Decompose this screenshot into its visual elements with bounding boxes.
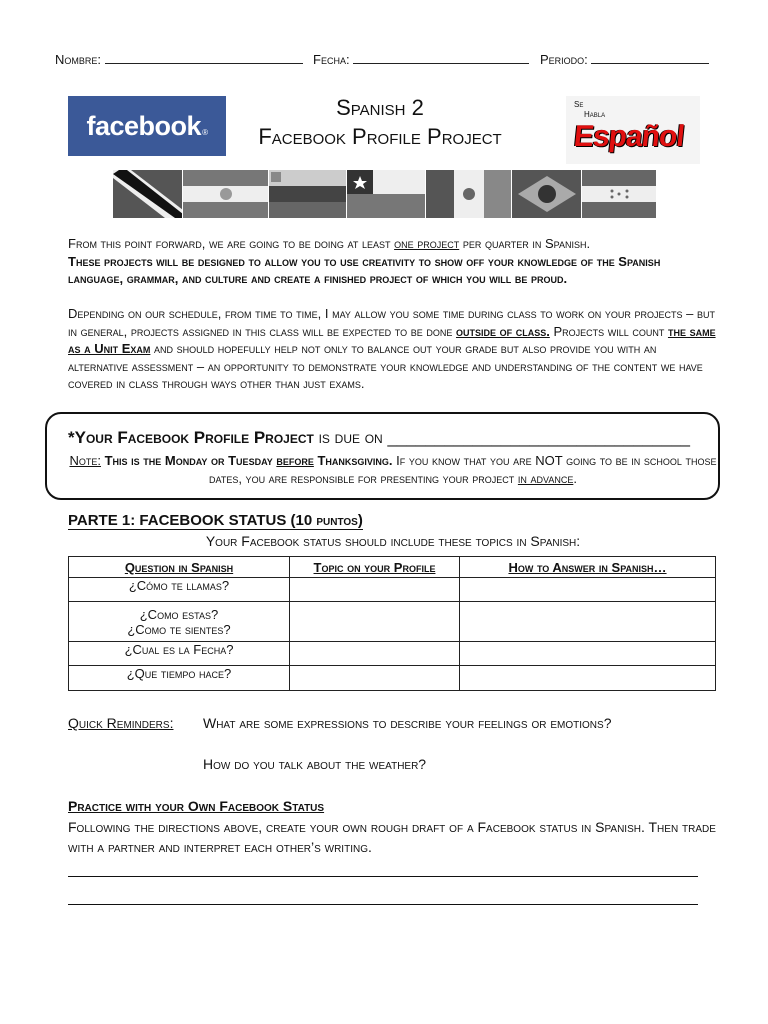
table-header-row [69, 557, 716, 578]
table-row [69, 578, 716, 602]
period-line [591, 52, 709, 64]
writing-line[interactable] [68, 904, 698, 905]
name-field[interactable]: Nombre: [55, 52, 303, 67]
title-line-1: Spanish 2 [336, 95, 424, 120]
date-line [353, 52, 529, 64]
intro-paragraph-2: Depending on our schedule, from time to time, I may allow you some time during class to work on your projects – but in general, projects assigned in this class will be expected to be done outside of class. Projects will count the same as a Unit Exam and should hopefully help not only to balance out your grade but also provide you with an alternative assessment – an opportunity to demonstrate your knowledge and understanding of the content we have covered in class through ways other than just exams. [68, 306, 716, 391]
title-line-2: Facebook Profile Project [258, 124, 502, 149]
status-topics-table [68, 556, 716, 691]
answer-cell[interactable] [460, 602, 716, 642]
topic-cell[interactable] [290, 578, 460, 602]
practice-heading: Practice with your Own Facebook Status [68, 798, 325, 814]
table-header: Question in Spanish [69, 557, 290, 578]
question-cell: ¿Cómo te llamas? [69, 578, 290, 602]
se-habla-espanol-logo: Se Habla Español [566, 96, 700, 164]
topic-cell[interactable] [290, 666, 460, 691]
table-header: How to Answer in Spanish… [460, 557, 716, 578]
answer-cell[interactable] [460, 666, 716, 691]
practice-instructions: Following the directions above, create your own rough draft of a Facebook status in Spanish. Then trade with a partner and interpret each other’s writing. [68, 819, 716, 855]
quick-reminders-label: Quick Reminders: [68, 715, 174, 731]
table-row [69, 642, 716, 666]
writing-line[interactable] [68, 876, 698, 877]
intro-paragraph-1: From this point forward, we are going to be doing at least one project per quarter in Spanish. These projects will be designed to allow you to use creativity to show off your knowledge of the Spanish language, grammar, and culture and create a finished project of which you will be proud. [68, 236, 661, 286]
answer-cell[interactable] [460, 642, 716, 666]
due-date-line: *Your Facebook Profile Project is due on ________________________________ [68, 428, 690, 447]
period-field[interactable]: Periodo: [540, 52, 709, 67]
flag-chile [347, 170, 425, 218]
answer-cell[interactable] [460, 578, 716, 602]
flag-mexico [426, 170, 512, 218]
name-line [105, 52, 303, 64]
question-cell: ¿Que tiempo hace? [69, 666, 290, 691]
topic-cell[interactable] [290, 642, 460, 666]
table-row [69, 602, 716, 642]
table-row [69, 666, 716, 691]
flag-nicaragua [183, 170, 269, 218]
flag-brazil [512, 170, 582, 218]
flag-venezuela [269, 170, 347, 218]
flag-honduras [582, 170, 656, 218]
flags-banner [113, 170, 656, 218]
due-note: Note: This is the Monday or Tuesday before Thanksgiving. If you know that you are NOT going to be in school those dates, you are responsible for presenting your project in advance. [69, 453, 717, 486]
question-cell: ¿Como estas? ¿Como te sientes? [69, 602, 290, 642]
question-cell: ¿Cual es la Fecha? [69, 642, 290, 666]
facebook-logo: facebook $_®$ [68, 96, 226, 156]
flag-trinidad [113, 170, 183, 218]
topic-cell[interactable] [290, 602, 460, 642]
table-header: Topic on your Profile [290, 557, 460, 578]
date-field[interactable]: Fecha: [313, 52, 529, 67]
parte-1-heading: PARTE 1: FACEBOOK STATUS (10 puntos) [68, 512, 363, 529]
reminder-question-1: What are some expressions to describe your feelings or emotions? [203, 715, 612, 731]
parte-1-subtitle: Your Facebook status should include these topics in Spanish: [205, 533, 581, 549]
reminder-question-2: How do you talk about the weather? [203, 756, 427, 772]
